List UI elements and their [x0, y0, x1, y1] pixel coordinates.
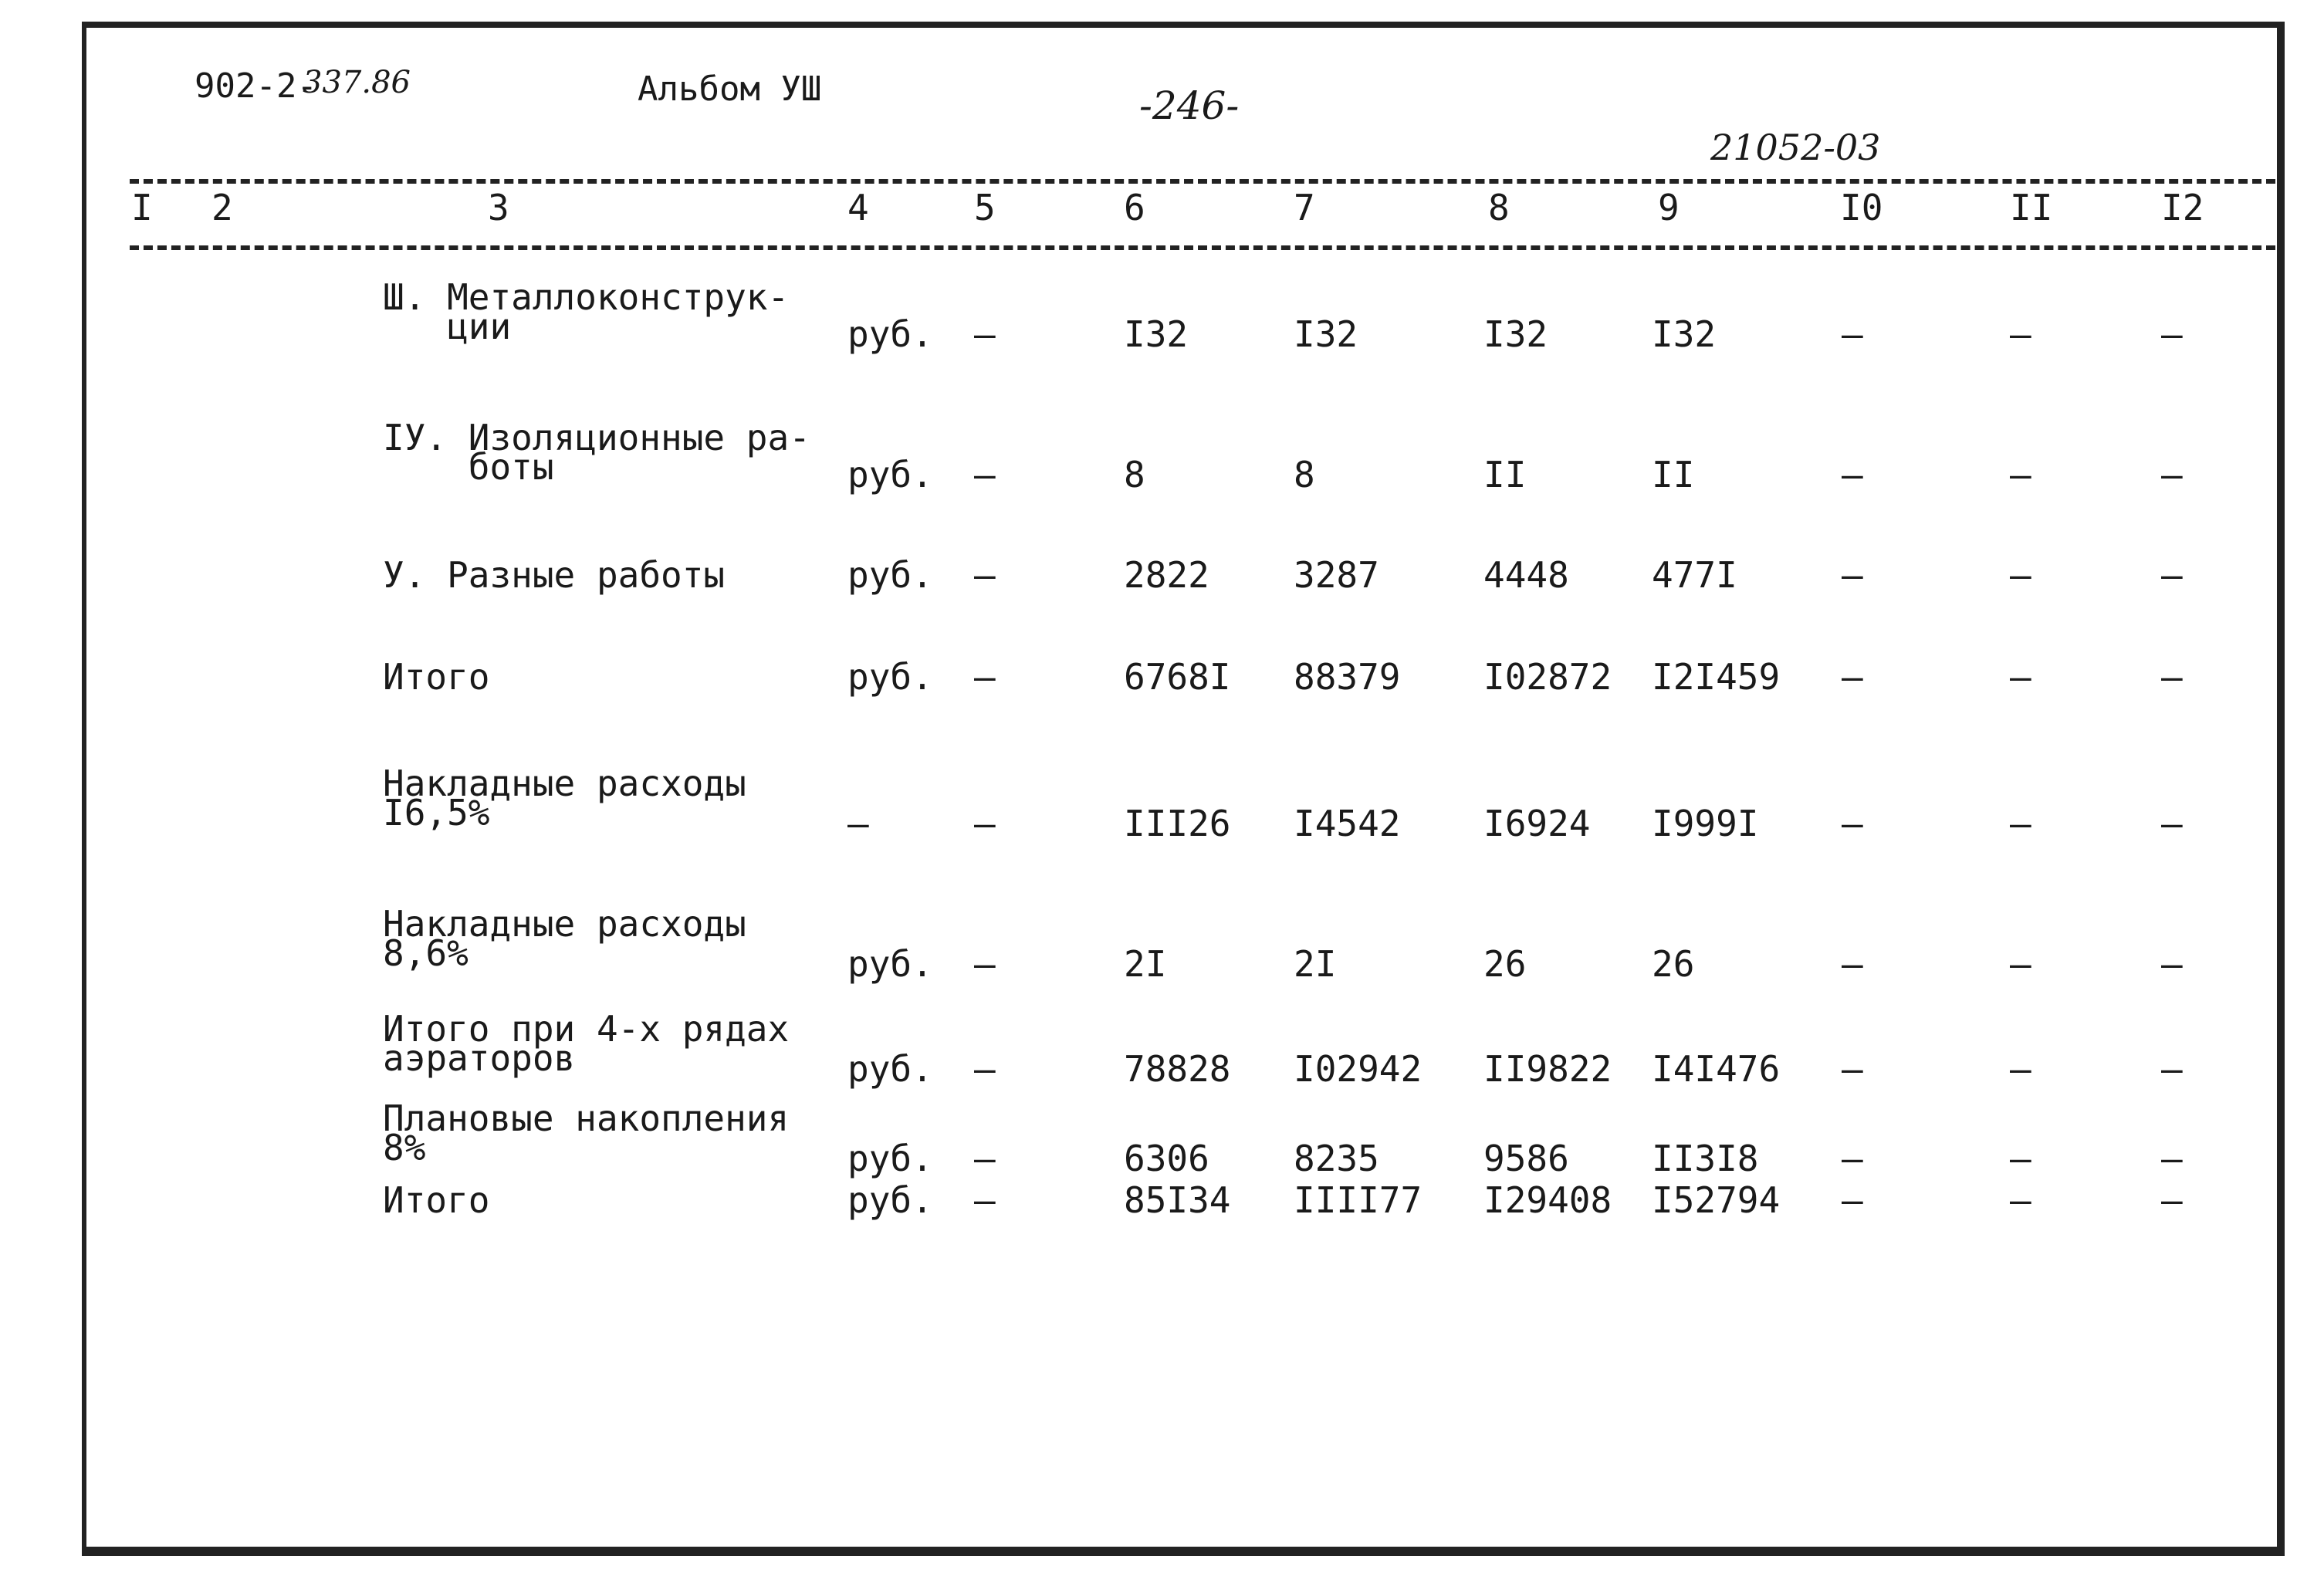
cell-c11: – — [2010, 656, 2031, 698]
cell-c11: – — [2010, 1138, 2031, 1179]
cell-c7: 88379 — [1294, 656, 1401, 698]
cell-c11: – — [2010, 803, 2031, 844]
row-label: Накладные расходы I6,5% — [383, 763, 746, 834]
column-number: 2 — [211, 187, 233, 228]
cell-c4: руб. — [847, 454, 933, 495]
cell-c10: – — [1842, 454, 1863, 495]
cell-c10: – — [1842, 1138, 1863, 1179]
cell-c7: 3287 — [1294, 554, 1379, 596]
cell-c12: – — [2161, 1179, 2183, 1221]
cell-c5: – — [974, 454, 996, 495]
cell-c5: – — [974, 803, 996, 844]
cell-c9: I999I — [1652, 803, 1759, 844]
cell-c12: – — [2161, 803, 2183, 844]
column-number: II — [2010, 187, 2053, 228]
column-number: 3 — [488, 187, 509, 228]
cell-c7: I02942 — [1294, 1048, 1422, 1090]
cell-c6: 2822 — [1124, 554, 1209, 596]
cell-c5: – — [974, 1048, 996, 1090]
cell-c12: – — [2161, 554, 2183, 596]
row-label: Накладные расходы 8,6% — [383, 903, 746, 974]
cell-c12: – — [2161, 943, 2183, 985]
cell-c12: – — [2161, 313, 2183, 355]
cell-c8: II9822 — [1483, 1048, 1612, 1090]
cell-c9: 26 — [1652, 943, 1695, 985]
cell-c10: – — [1842, 313, 1863, 355]
cell-c7: I4542 — [1294, 803, 1401, 844]
cell-c7: 2I — [1294, 943, 1337, 985]
sheet-code: 21052-03 — [1710, 127, 1881, 168]
cell-c8: 4448 — [1483, 554, 1569, 596]
cell-c7: 8 — [1294, 454, 1315, 495]
column-number: 6 — [1124, 187, 1145, 228]
column-number: I — [131, 187, 153, 228]
cell-c12: – — [2161, 1138, 2183, 1179]
header-top-rule — [130, 179, 2275, 184]
cell-c5: – — [974, 656, 996, 698]
cell-c10: – — [1842, 803, 1863, 844]
cell-c11: – — [2010, 943, 2031, 985]
doc-code-handwritten: 337.86 — [303, 65, 411, 100]
album-label: Альбом УШ — [638, 69, 822, 109]
column-number: 9 — [1658, 187, 1680, 228]
cell-c10: – — [1842, 554, 1863, 596]
doc-code: 902-2- — [195, 66, 317, 106]
row-label: Итого — [383, 656, 490, 698]
cell-c11: – — [2010, 454, 2031, 495]
cell-c10: – — [1842, 1048, 1863, 1090]
header-bottom-rule — [130, 245, 2275, 250]
row-label: IУ. Изоляционные ра- боты — [383, 417, 810, 488]
cell-c8: 9586 — [1483, 1138, 1569, 1179]
cell-c4: руб. — [847, 1048, 933, 1090]
column-number: I0 — [1840, 187, 1883, 228]
cell-c9: I4I476 — [1652, 1048, 1781, 1090]
cell-c6: 6768I — [1124, 656, 1231, 698]
cell-c8: 26 — [1483, 943, 1527, 985]
cell-c4: руб. — [847, 943, 933, 985]
row-label: Ш. Металлоконструк- ции — [383, 276, 790, 347]
cell-c10: – — [1842, 1179, 1863, 1221]
cell-c4: – — [847, 803, 869, 844]
cell-c9: I32 — [1652, 313, 1717, 355]
cell-c4: руб. — [847, 1179, 933, 1221]
cell-c9: II — [1652, 454, 1695, 495]
cell-c6: 8 — [1124, 454, 1145, 495]
cell-c6: 6306 — [1124, 1138, 1209, 1179]
cell-c5: – — [974, 943, 996, 985]
cell-c6: 2I — [1124, 943, 1167, 985]
cell-c7: 8235 — [1294, 1138, 1379, 1179]
column-number: 8 — [1488, 187, 1510, 228]
cell-c12: – — [2161, 454, 2183, 495]
cell-c11: – — [2010, 554, 2031, 596]
cell-c10: – — [1842, 943, 1863, 985]
cell-c6: 85I34 — [1124, 1179, 1231, 1221]
row-label: У. Разные работы — [383, 554, 726, 596]
cell-c9: I52794 — [1652, 1179, 1781, 1221]
column-number: 5 — [974, 187, 996, 228]
column-number: 4 — [847, 187, 869, 228]
column-number: 7 — [1294, 187, 1315, 228]
cell-c4: руб. — [847, 554, 933, 596]
cell-c4: руб. — [847, 656, 933, 698]
cell-c8: II — [1483, 454, 1527, 495]
cell-c6: 78828 — [1124, 1048, 1231, 1090]
cell-c10: – — [1842, 656, 1863, 698]
column-number: I2 — [2161, 187, 2204, 228]
cell-c7: I32 — [1294, 313, 1358, 355]
cell-c9: II3I8 — [1652, 1138, 1759, 1179]
cell-c11: – — [2010, 1179, 2031, 1221]
cell-c9: 477I — [1652, 554, 1737, 596]
cell-c5: – — [974, 554, 996, 596]
cell-c11: – — [2010, 313, 2031, 355]
cell-c12: – — [2161, 656, 2183, 698]
cell-c6: III26 — [1124, 803, 1231, 844]
cell-c8: I32 — [1483, 313, 1548, 355]
cell-c8: I29408 — [1483, 1179, 1612, 1221]
cell-c7: IIII77 — [1294, 1179, 1422, 1221]
cell-c11: – — [2010, 1048, 2031, 1090]
cell-c5: – — [974, 1179, 996, 1221]
cell-c8: I02872 — [1483, 656, 1612, 698]
page-number: -246- — [1139, 83, 1240, 128]
cell-c12: – — [2161, 1048, 2183, 1090]
row-label: Итого — [383, 1179, 490, 1221]
cell-c4: руб. — [847, 1138, 933, 1179]
cell-c6: I32 — [1124, 313, 1189, 355]
cell-c4: руб. — [847, 313, 933, 355]
cell-c5: – — [974, 313, 996, 355]
cell-c8: I6924 — [1483, 803, 1591, 844]
cell-c9: I2I459 — [1652, 656, 1781, 698]
row-label: Итого при 4-х рядах аэраторов — [383, 1008, 790, 1079]
row-label: Плановые накопления 8% — [383, 1097, 790, 1168]
cell-c5: – — [974, 1138, 996, 1179]
